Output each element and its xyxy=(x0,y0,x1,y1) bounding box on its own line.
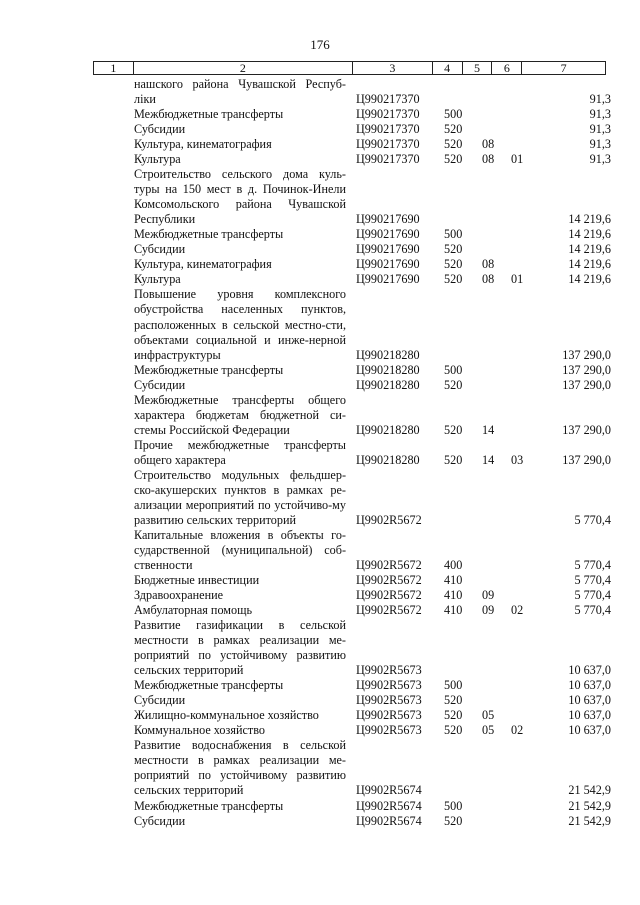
row-amount: 137 290,0 xyxy=(562,377,611,392)
row-amount: 14 219,6 xyxy=(568,212,611,227)
row-target-code: Ц990218280 xyxy=(356,347,420,362)
table-row xyxy=(0,588,640,603)
row-expense-type: 520 xyxy=(444,377,463,392)
row-subsection: 03 xyxy=(511,452,524,467)
row-subsection: 02 xyxy=(511,603,524,618)
row-expense-type: 400 xyxy=(444,558,463,572)
row-section: 14 xyxy=(482,452,495,467)
row-description: Культура, кинематография xyxy=(134,137,272,152)
row-expense-type: 520 xyxy=(444,272,463,287)
row-target-code: Ц9902R5674 xyxy=(356,783,422,798)
row-expense-type: 410 xyxy=(444,588,463,603)
table-row xyxy=(0,122,640,137)
column-header-6: 6 xyxy=(492,62,522,74)
row-section: 08 xyxy=(482,137,495,152)
row-amount: 91,3 xyxy=(589,107,611,122)
row-description: Капитальные вложения в объекты го-сударственной (муниципальной) соб-ственности xyxy=(134,527,346,572)
row-amount: 14 219,6 xyxy=(568,227,611,242)
row-amount: 21 542,9 xyxy=(568,813,611,828)
table-row xyxy=(0,468,640,528)
row-target-code: Ц990217370 xyxy=(356,137,420,152)
row-expense-type: 410 xyxy=(444,573,463,588)
row-target-code: Ц9902R5673 xyxy=(356,663,422,678)
row-amount: 91,3 xyxy=(589,137,611,152)
row-amount: 91,3 xyxy=(589,122,611,137)
row-expense-type: 520 xyxy=(444,122,463,137)
row-target-code: Ц9902R5672 xyxy=(356,558,422,572)
row-target-code: Ц990217690 xyxy=(356,257,420,272)
row-description: Строительство сельского дома куль-туры на 150 мест в д. Починок-Инели Комсомольского района Чувашской Республики xyxy=(134,167,346,227)
row-expense-type: 520 xyxy=(444,723,463,738)
row-target-code: Ц990218280 xyxy=(356,452,420,467)
row-section: 14 xyxy=(482,422,495,437)
table-row xyxy=(0,227,640,242)
row-target-code: Ц9902R5674 xyxy=(356,813,422,828)
row-description: Здравоохранение xyxy=(134,588,224,603)
row-target-code: Ц990218280 xyxy=(356,422,420,437)
row-amount: 91,3 xyxy=(589,92,611,107)
table-row xyxy=(0,693,640,708)
row-target-code: Ц990217690 xyxy=(356,242,420,257)
row-target-code: Ц9902R5673 xyxy=(356,723,422,738)
row-section: 08 xyxy=(482,257,495,272)
table-row xyxy=(0,603,640,618)
row-expense-type: 410 xyxy=(444,603,463,618)
row-expense-type: 520 xyxy=(444,693,463,708)
table-row xyxy=(0,393,640,438)
table-row xyxy=(0,708,640,723)
row-amount: 5 770,4 xyxy=(574,588,611,603)
row-amount: 137 290,0 xyxy=(562,422,611,437)
table-row xyxy=(0,799,640,814)
row-description: Культура xyxy=(134,152,181,167)
row-description: Бюджетные инвестиции xyxy=(134,573,260,588)
table-row xyxy=(0,438,640,468)
row-amount: 5 770,4 xyxy=(574,573,611,588)
row-expense-type: 500 xyxy=(444,107,463,122)
row-description: нашского района Чувашской Респуб-ліки xyxy=(134,77,346,107)
row-description: Развитие водоснабжения в сельской местности в рамках реализации ме-роприятий по устойчивому развитию сельских территорий xyxy=(134,738,346,798)
row-expense-type: 520 xyxy=(444,242,463,257)
row-target-code: Ц9902R5672 xyxy=(356,588,422,603)
row-target-code: Ц9902R5673 xyxy=(356,678,422,693)
row-expense-type: 520 xyxy=(444,452,463,467)
row-description: Субсидии xyxy=(134,377,186,392)
table-row xyxy=(0,528,640,573)
row-amount: 137 290,0 xyxy=(562,347,611,362)
row-amount: 10 637,0 xyxy=(568,708,611,723)
table-row xyxy=(0,363,640,378)
row-target-code: Ц990217690 xyxy=(356,272,420,287)
row-amount: 5 770,4 xyxy=(574,512,611,527)
table-row xyxy=(0,152,640,167)
table-row xyxy=(0,77,640,107)
row-amount: 5 770,4 xyxy=(574,603,611,618)
column-header-4: 4 xyxy=(433,62,463,74)
table-row xyxy=(0,287,640,362)
row-amount: 21 542,9 xyxy=(568,798,611,813)
column-header-5: 5 xyxy=(463,62,493,74)
row-amount: 10 637,0 xyxy=(568,693,611,708)
row-target-code: Ц990218280 xyxy=(356,362,420,377)
row-description: Жилищно-коммунальное хозяйство xyxy=(134,708,319,723)
row-target-code: Ц990217370 xyxy=(356,152,420,167)
row-amount: 21 542,9 xyxy=(568,783,611,798)
row-section: 08 xyxy=(482,152,495,167)
table-row xyxy=(0,272,640,287)
row-target-code: Ц9902R5674 xyxy=(356,798,422,813)
row-target-code: Ц9902R5672 xyxy=(356,573,422,588)
row-amount: 14 219,6 xyxy=(568,257,611,272)
row-target-code: Ц990218280 xyxy=(356,377,420,392)
row-description: Культура xyxy=(134,272,181,287)
row-section: 05 xyxy=(482,723,495,738)
row-section: 09 xyxy=(482,603,495,618)
row-subsection: 01 xyxy=(511,152,524,167)
row-description: Коммунальное хозяйство xyxy=(134,723,265,738)
row-expense-type: 520 xyxy=(444,152,463,167)
row-target-code: Ц9902R5673 xyxy=(356,693,422,708)
row-description: Межбюджетные трансферты xyxy=(134,798,284,813)
table-row xyxy=(0,137,640,152)
row-amount: 10 637,0 xyxy=(568,678,611,693)
column-header-3: 3 xyxy=(353,62,433,74)
table-row xyxy=(0,167,640,227)
row-section: 08 xyxy=(482,272,495,287)
row-description: Повышение уровня комплексного обустройства населенных пунктов, расположенных в сельской местно-сти, объектами социальной и инже-нерной инфраструктуры xyxy=(134,287,346,362)
table-row xyxy=(0,242,640,257)
table-row xyxy=(0,814,640,829)
budget-table-body xyxy=(0,77,640,829)
table-header xyxy=(93,61,606,75)
table-row xyxy=(0,678,640,693)
row-amount: 5 770,4 xyxy=(574,558,611,572)
row-target-code: Ц990217370 xyxy=(356,92,420,107)
row-amount: 10 637,0 xyxy=(568,723,611,738)
row-description: Межбюджетные трансферты xyxy=(134,678,284,693)
column-header-1: 1 xyxy=(94,62,134,74)
row-subsection: 02 xyxy=(511,723,524,738)
row-target-code: Ц9902R5672 xyxy=(356,603,422,618)
row-description: Субсидии xyxy=(134,122,186,137)
row-expense-type: 520 xyxy=(444,422,463,437)
row-description: Культура, кинематография xyxy=(134,257,272,272)
column-header-2: 2 xyxy=(134,62,353,74)
row-description: Межбюджетные трансферты xyxy=(134,227,284,242)
row-description: Межбюджетные трансферты общего характера бюджетам бюджетной си-стемы Российской Федерации xyxy=(134,392,346,437)
page-number: 176 xyxy=(310,37,330,52)
row-description: Межбюджетные трансферты xyxy=(134,362,284,377)
table-row xyxy=(0,257,640,272)
row-section: 05 xyxy=(482,708,495,723)
row-target-code: Ц990217690 xyxy=(356,227,420,242)
table-row xyxy=(0,378,640,393)
row-description: Субсидии xyxy=(134,693,186,708)
row-target-code: Ц9902R5672 xyxy=(356,512,422,527)
row-description: Строительство модульных фельдшер-ско-акушерских пунктов в рамках ре-ализации мероприятий по устойчиво-му развитию сельских территорий xyxy=(134,467,346,527)
row-expense-type: 500 xyxy=(444,227,463,242)
row-description: Прочие межбюджетные трансферты общего характера xyxy=(134,437,346,467)
row-expense-type: 500 xyxy=(444,362,463,377)
column-header-7: 7 xyxy=(560,61,567,75)
row-expense-type: 520 xyxy=(444,813,463,828)
row-amount: 10 637,0 xyxy=(568,663,611,678)
row-description: Амбулаторная помощь xyxy=(134,603,253,618)
table-row xyxy=(0,107,640,122)
row-description: Субсидии xyxy=(134,813,186,828)
table-row xyxy=(0,573,640,588)
row-description: Межбюджетные трансферты xyxy=(134,107,284,122)
row-expense-type: 520 xyxy=(444,708,463,723)
row-target-code: Ц990217370 xyxy=(356,122,420,137)
row-target-code: Ц990217690 xyxy=(356,212,420,227)
row-expense-type: 500 xyxy=(444,678,463,693)
row-subsection: 01 xyxy=(511,272,524,287)
row-expense-type: 520 xyxy=(444,257,463,272)
row-amount: 14 219,6 xyxy=(568,242,611,257)
row-description: Субсидии xyxy=(134,242,186,257)
row-target-code: Ц9902R5673 xyxy=(356,708,422,723)
row-amount: 137 290,0 xyxy=(562,362,611,377)
row-target-code: Ц990217370 xyxy=(356,107,420,122)
row-amount: 91,3 xyxy=(589,152,611,167)
table-row xyxy=(0,618,640,678)
table-row xyxy=(0,723,640,738)
row-expense-type: 520 xyxy=(444,137,463,152)
table-row xyxy=(0,738,640,798)
row-description: Развитие газификации в сельской местности в рамках реализации ме-роприятий по устойчивому развитию сельских территорий xyxy=(134,618,346,678)
row-section: 09 xyxy=(482,588,495,603)
row-amount: 14 219,6 xyxy=(568,272,611,287)
row-amount: 137 290,0 xyxy=(562,452,611,467)
row-expense-type: 500 xyxy=(444,798,463,813)
